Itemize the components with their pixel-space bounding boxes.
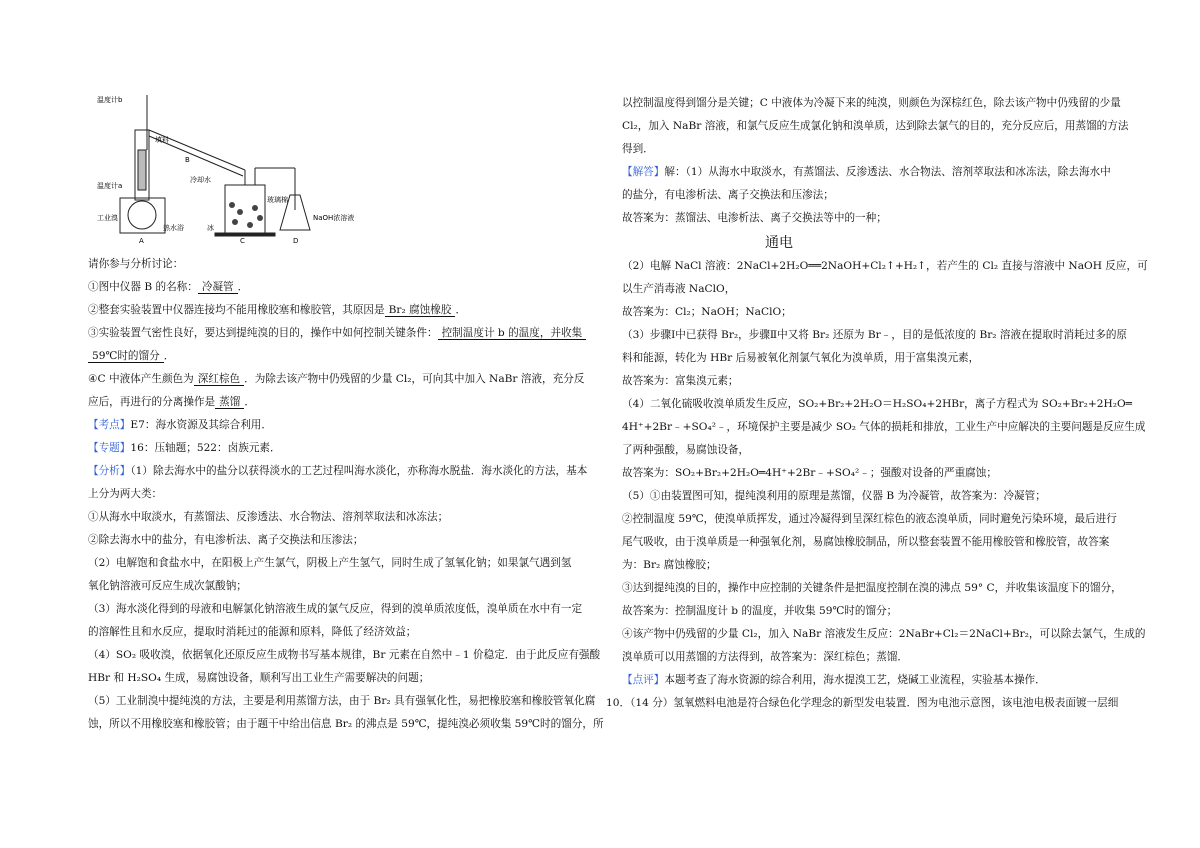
text-line: HBr 和 H₂SO₄ 生成，易腐蚀设备，顺利写出工业生产需要解决的问题； (88, 672, 430, 684)
q-text: ． (237, 281, 249, 293)
text-line: （4）SO₂ 吸收溴，依据氧化还原反应生成物书写基本规律，Br 元素在自然中﹣1 价稳定．由于此反应有强酸 (88, 649, 601, 661)
text-line: ②除去海水中的盐分，有电渗析法、离子交换法和压渗法； (88, 534, 364, 546)
jieda-text: 解：（1）从海水中取淡水，有蒸馏法、反渗透法、水合物法、溶剂萃取法和冰冻法，除去海水中 (664, 166, 1111, 178)
zhuanti (88, 441, 281, 455)
question-2 (88, 303, 466, 317)
text-line: 尾气吸收，由于溴单质是一种强氧化剂，易腐蚀橡胶制品，所以整套装置不能用橡胶管和橡胶管，故答案 (622, 536, 1110, 548)
answer-blank: Br₂ 腐蚀橡胶 (385, 304, 456, 317)
text-line: ④该产物中仍残留的少量 Cl₂，加入 NaBr 溶液发生反应：2NaBr+Cl₂＝2NaCl+Br₂，可以除去氯气，生成的 (622, 628, 1146, 640)
text-line: 的溶解性且和水反应，提取时消耗过的能源和原料，降低了经济效益； (88, 626, 417, 638)
text-line: ②控制温度 59℃，使溴单质挥发，通过冷凝得到呈深红棕色的液态溴单质，同时避免污染环境，最后进行 (622, 513, 1117, 525)
q-text: ．为除去该产物中仍残留的少量 Cl₂，可向其中加入 NaBr 溶液，充分反 (244, 373, 585, 385)
answer-blank: 冷凝管 (198, 281, 238, 294)
text-line: 故答案为：蒸馏法、电渗析法、离子交换法等中的一种； (622, 212, 887, 224)
q-text: ． (244, 396, 255, 408)
dianping-text: 本题考查了海水资源的综合利用，海水提溴工艺，烧碱工业流程，实验基本操作． (664, 674, 1046, 686)
text-line: （3）步骤Ⅰ中已获得 Br₂，步骤Ⅱ中又将 Br₂ 还原为 Br﹣，目的是低浓度的 Br₂ 溶液在提取时消耗过多的原 (622, 329, 1128, 341)
text-line: 请你参与分析讨论： (88, 258, 184, 270)
text-line: Cl₂，加入 NaBr 溶液，和氯气反应生成氯化钠和溴单质，达到除去氯气的目的，充分反应后，用蒸馏的方法 (622, 120, 1129, 132)
text-line: 故答案为：富集溴元素； (622, 375, 739, 387)
text-line: 溴单质可以用蒸馏的方法得到，故答案为：深红棕色；蒸馏． (622, 651, 909, 663)
answer-blank: 深红棕色 (194, 373, 244, 386)
label-thermo-a: 温度计a (97, 182, 123, 190)
text-line: 的盐分，有电渗析法、离子交换法和压渗法； (622, 189, 834, 201)
text-line: 上分为两大类： (88, 488, 163, 500)
fenxi-tag: 【分析】 (88, 465, 131, 477)
fenxi (88, 464, 587, 478)
question-4-cont (88, 395, 255, 409)
text-line: 以控制温度得到馏分是关键；C 中液体为冷凝下来的纯溴，则颜色为深棕红色，除去该产物中仍残留的少量 (622, 97, 1121, 109)
q-text: ③实验装置气密性良好，要达到提纯溴的目的，操作中如何控制关键条件： (88, 327, 438, 339)
label-ice: 冰 (207, 224, 214, 232)
kaodian (88, 418, 272, 432)
jieda-tag: 【解答】 (622, 166, 665, 178)
answer-blank: 蒸馏 (215, 396, 244, 409)
label-a: A (139, 237, 144, 245)
q-text: ． (163, 350, 175, 362)
text-line: 蚀，所以不用橡胶塞和橡胶管；由于题干中给出信息 Br₂ 的沸点是 59℃，提纯溴必须收集 59℃时的馏分，所 (88, 718, 604, 730)
label-naoh: NaOH浓溶液 (313, 214, 355, 222)
q-text: 应后，再进行的分离操作是 (88, 396, 216, 408)
jieda (622, 165, 1111, 179)
label-c: C (240, 237, 245, 245)
text-line: （2）电解饱和食盐水中，在阳极上产生氯气，阴极上产生氢气，同时生成了氢氧化钠；如果氯气遇到氢 (88, 557, 572, 569)
apparatus-diagram (95, 90, 365, 250)
label-thermo-b: 温度计b (97, 96, 123, 104)
question-3-cont (88, 349, 174, 363)
text-line: ①从海水中取淡水，有蒸馏法、反渗透法、水合物法、溶剂萃取法和冰冻法； (88, 511, 449, 523)
kaodian-tag: 【考点】 (88, 419, 131, 431)
fenxi-text: （1）除去海水中的盐分以获得淡水的工艺过程叫海水淡化，亦称海水脱盐．海水淡化的方法，基本 (130, 465, 588, 477)
text-line: （4）二氧化硫吸收溴单质发生反应，SO₂+Br₂+2H₂O＝H₂SO₄+2HBr，离子方程式为 SO₂+Br₂+2H₂O═ (622, 398, 1133, 410)
zhuanti-text: 16：压轴题；522：卤族元素． (130, 442, 281, 454)
question-1 (88, 280, 248, 294)
text-line: 4H⁺+2Br﹣+SO₄²﹣，环境保护主要是减少 SO₂ 气体的损耗和排放，工业生产中应解决的主要问题是反应生成 (622, 421, 1146, 433)
text-line: 得到． (622, 143, 654, 155)
text-line: 了两种强酸，易腐蚀设备， (622, 444, 750, 456)
text-line: ③达到提纯溴的目的，操作中应控制的关键条件是把温度控制在溴的沸点 59° C，并收集该温度下的馏分， (622, 582, 1122, 594)
kaodian-text: E7：海水资源及其综合利用． (130, 419, 272, 431)
text-line: 以生产消毒液 NaClO， (622, 283, 736, 295)
apparatus-figure (95, 90, 365, 250)
label-glass-wool: 玻璃棉 (267, 196, 288, 204)
text-line: （2）电解 NaCl 溶液：2NaCl+2H₂O══2NaOH+Cl₂↑+H₂↑，若产生的 Cl₂ 直接与溶液中 NaOH 反应，可 (622, 260, 1148, 272)
label-d: D (293, 237, 299, 245)
text-line: 故答案为：Cl₂；NaOH；NaClO； (622, 306, 792, 318)
dianping-tag: 【点评】 (622, 674, 665, 686)
question-4 (88, 372, 584, 386)
q-text: ①图中仪器 B 的名称： (88, 281, 198, 293)
q-text: ④C 中液体产生颜色为 (88, 373, 194, 385)
answer-blank: 59℃时的馏分 (88, 350, 164, 363)
q-text: ． (455, 304, 467, 316)
question-10: 10．（14 分）氢氧燃料电池是符合绿色化学理念的新型发电装置．图为电池示意图，该电池电极表面镀一层细 (606, 697, 1119, 709)
label-b: B (185, 156, 190, 164)
label-cool: 冷却水 (190, 176, 211, 184)
text-line: （5）工业制溴中提纯溴的方法，主要是利用蒸馏方法，由于 Br₂ 具有强氧化性，易把橡胶塞和橡胶管氧化腐 (88, 695, 596, 707)
dianping (622, 673, 1046, 687)
text-line: 氧化钠溶液可反应生成次氯酸钠； (88, 580, 247, 592)
label-water-bath: 热水浴 (163, 224, 184, 232)
text-line: （5）①由装置图可知，提纯溴利用的原理是蒸馏，仪器 B 为冷凝管，故答案为：冷凝管； (622, 490, 1046, 502)
label-filler: 填料 (155, 136, 169, 144)
text-line: 为：Br₂ 腐蚀橡胶； (622, 559, 717, 571)
electrolysis-label: 通电 (765, 235, 793, 251)
text-line: （3）海水淡化得到的母液和电解氯化钠溶液生成的氯气反应，得到的溴单质浓度低，溴单质在水中有一定 (88, 603, 583, 615)
text-line: 故答案为：SO₂+Br₂+2H₂O═4H⁺+2Br﹣+SO₄²﹣；强酸对设备的严重腐蚀； (622, 467, 997, 479)
question-3 (88, 326, 586, 340)
answer-blank: 控制温度计 b 的温度，并收集 (438, 327, 587, 340)
text-line: 料和能源，转化为 HBr 后易被氧化剂氯气氧化为溴单质，用于富集溴元素， (622, 352, 980, 364)
zhuanti-tag: 【专题】 (88, 442, 131, 454)
label-industrial: 工业溴 (97, 214, 118, 222)
q-text: ②整套实验装置中仪器连接均不能用橡胶塞和橡胶管，其原因是 (88, 304, 385, 316)
text-line: 故答案为：控制温度计 b 的温度，并收集 59℃时的馏分； (622, 605, 898, 617)
